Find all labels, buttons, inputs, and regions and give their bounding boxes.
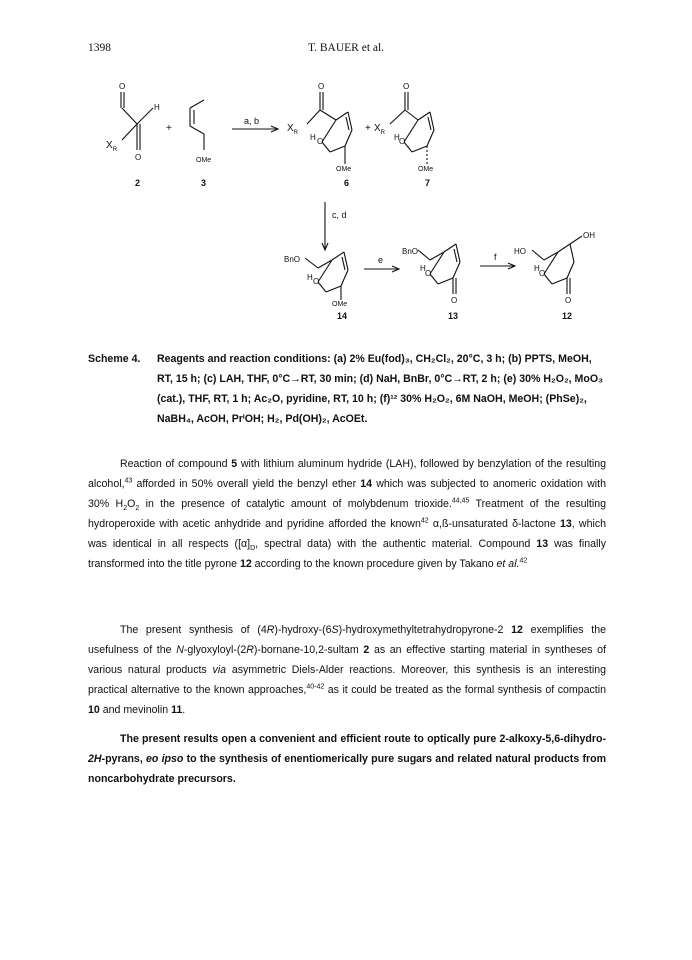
compound-2-xr: $X_R$: [106, 140, 118, 153]
compound-6-number: 6: [344, 178, 350, 188]
arrow-cd-label: c, d: [332, 210, 347, 220]
running-head: T. BAUER et al.: [307, 42, 385, 54]
body-paragraph-1: Reaction of compound 5 with lithium aluminum hydride (LAH), followed by benzylation of the resulting alcohol,$^{43}$ afforded in 50% overall yield the benzyl ether 14 which was subjected to anomeric oxidation with 30% $H_2O_2$ in the presence of catalytic amount of molybdenum trioxide.$^{44,45}$ Treatment of the resulting hydroperoxide with acetic anhydride and pyridine afforded the known$^{42}$ α,ß-unsaturated δ-lactone 13, which was identical in all respects ($[\alpha]_D$, spectral data) with the authentic material. Compound 13 was finally transformed into the title pyrone 12 according to the known procedure given by Takano et al.$^{42}$: [88, 458, 607, 570]
scheme-caption-text: Reagents and reaction conditions: (a) 2% Eu(fod)₃, CH₂Cl₂, 20°C, 3 h; (b) PPTS, MeOH, RT, 15 h; (c) LAH, THF, 0°C→RT, 30 min; (d) NaH, BnBr, 0°C→RT, 2 h; (e) 30% H₂O₂, MoO₃ (cat.), THF, RT, 1 h; Ac₂O, pyridine, RT, 10 h; (f)¹² 30% H₂O₂, 6M NaOH, MeOH; (PhSe)₂, NaBH₄, AcOH, PrⁱOH; H₂, Pd(OH)₂, AcOEt.: [157, 353, 603, 425]
compound-7-o-ring: O: [399, 137, 406, 146]
plus-sign-1: +: [166, 123, 172, 134]
compound-3-number: 3: [201, 178, 207, 188]
compound-14-number: 14: [337, 311, 348, 321]
compound-3-ome: OMe: [196, 157, 212, 164]
compound-14-h: H: [307, 273, 313, 282]
compound-6-ome: OMe: [336, 166, 352, 173]
compound-12-h: H: [534, 264, 540, 273]
compound-7-o-top: O: [403, 82, 410, 91]
reaction-scheme: [0, 0, 692, 330]
compound-13-o-carbonyl: O: [451, 296, 458, 305]
compound-6-o-top: O: [318, 82, 325, 91]
compound-12-ho: HO: [514, 247, 526, 256]
compound-6-xr: $X_R$: [287, 123, 299, 136]
compound-12-o-carbonyl: O: [565, 296, 572, 305]
arrow-e-label: e: [378, 255, 384, 265]
compound-12-number: 12: [562, 311, 573, 321]
scheme-caption-label: Scheme 4.: [88, 353, 141, 365]
compound-6-o-ring: O: [317, 137, 324, 146]
compound-12-oh: OH: [583, 231, 595, 240]
compound-6-h: H: [310, 133, 316, 142]
compound-7-xr: $X_R$: [374, 123, 386, 136]
compound-13-number: 13: [448, 311, 459, 321]
compound-13-h: H: [420, 264, 426, 273]
compound-2-o-bottom: O: [135, 153, 142, 162]
compound-7-number: 7: [425, 178, 431, 188]
compound-2-o-top: O: [119, 82, 126, 91]
body-paragraph-2: The present synthesis of (4R)-hydroxy-(6S)-hydroxymethyltetrahydropyrone-2 12 exemplifies the usefulness of the N-glyoxyloyl-(2R)-bornane-10,2-sultam 2 as an effective starting material in syntheses of various natural products via asymmetric Diels-Alder reactions. Moreover, this synthesis is an interesting practical alternative to the known approaches,$^{40-42}$ as it could be treated as the formal synthesis of compactin 10 and mevinolin 11.: [88, 624, 606, 716]
compound-7-h: H: [394, 133, 400, 142]
compound-2-structure: [121, 92, 153, 150]
compound-13-bno: BnO: [402, 247, 419, 256]
compound-7-structure: [390, 92, 434, 164]
compound-12-o-ring: O: [539, 269, 546, 278]
compound-6-structure: [307, 92, 352, 164]
compound-3-structure: [190, 100, 204, 150]
page-number: 1398: [88, 42, 111, 54]
compound-14-o-ring: O: [313, 277, 320, 286]
compound-7-ome: OMe: [418, 166, 434, 173]
compound-14-ome: OMe: [332, 301, 348, 308]
body-paragraph-3: The present results open a convenient and efficient route to optically pure 2-alkoxy-5,6-dihydro-2H-pyrans, eo ipso to the synthesis of enentiomerically pure sugars and related natural products from noncarbohydrate precursors.: [88, 733, 606, 785]
plus-sign-2: +: [365, 123, 371, 134]
compound-14-bno: BnO: [284, 255, 301, 264]
compound-2-number: 2: [135, 178, 141, 188]
compound-13-o-ring: O: [425, 269, 432, 278]
arrow-ab-label: a, b: [244, 116, 260, 126]
compound-2-h: H: [154, 103, 160, 112]
arrow-f-label: f: [494, 252, 497, 262]
